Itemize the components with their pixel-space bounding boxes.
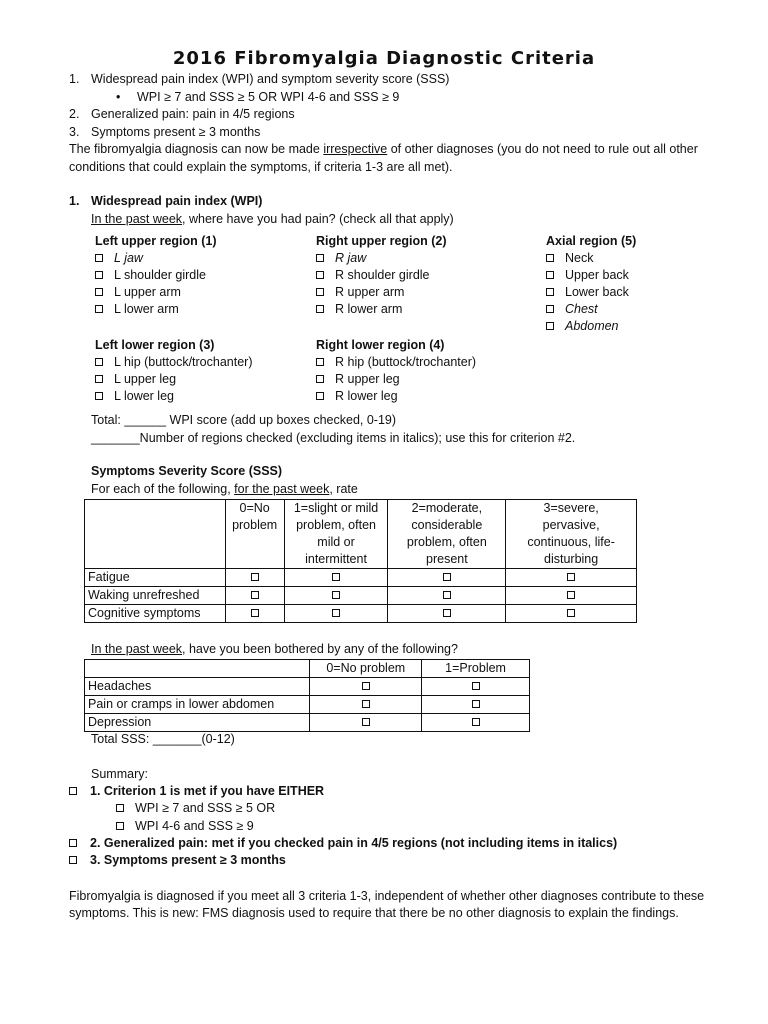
checkbox[interactable] [472, 682, 480, 690]
checkbox[interactable] [95, 375, 103, 383]
checkbox[interactable] [472, 718, 480, 726]
pain-item-label: R upper leg [335, 372, 400, 386]
rating-cell[interactable] [225, 587, 284, 605]
bother-col-header: 0=No problem [310, 660, 422, 678]
pain-item-label: R lower leg [335, 389, 398, 403]
rating-cell[interactable] [310, 678, 422, 696]
pain-item-label: R upper arm [335, 285, 405, 299]
header-line: 1=slight or mild [293, 501, 379, 515]
checkbox[interactable] [332, 573, 340, 581]
question-emphasis: In the past week [91, 642, 183, 656]
bullet-icon: • [116, 90, 121, 104]
bother-header-blank [85, 660, 310, 678]
sss-heading: Symptoms Severity Score (SSS) [91, 464, 283, 478]
intro-line-1 [69, 141, 698, 158]
checkbox[interactable] [95, 271, 103, 279]
rating-cell[interactable] [506, 605, 637, 623]
checkbox[interactable] [95, 254, 103, 262]
checkbox[interactable] [567, 591, 575, 599]
header-line: problem, often [406, 535, 487, 549]
sss-col-header [284, 500, 388, 569]
summary-text: 3. Symptoms present ≥ 3 months [90, 853, 286, 867]
region-left-lower [95, 337, 253, 405]
checkbox[interactable] [251, 609, 259, 617]
table-row [85, 569, 637, 587]
region-title: Left upper region (1) [95, 234, 217, 248]
pain-item[interactable] [546, 284, 636, 301]
pain-item-label: R lower arm [335, 302, 403, 316]
header-line: intermittent [305, 552, 367, 566]
region-right-lower [316, 337, 476, 405]
checkbox[interactable] [546, 271, 554, 279]
question-emphasis: In the past week [91, 212, 183, 226]
checkbox[interactable] [362, 682, 370, 690]
pain-item-label: L shoulder girdle [114, 268, 206, 282]
pain-item-label: R jaw [335, 251, 367, 265]
header-line: continuous, life- [527, 535, 615, 549]
sss-col-header [225, 500, 284, 569]
intro-text: of other diagnoses (you do not need to rule out all other [387, 142, 698, 156]
sss-header-row [85, 500, 637, 569]
rating-cell[interactable] [388, 569, 506, 587]
rating-cell[interactable] [284, 587, 388, 605]
summary-text: 2. Generalized pain: met if you checked pain in 4/5 regions (not including items in italics) [90, 836, 618, 850]
pain-item-label: L upper arm [114, 285, 181, 299]
page-title: 2016 Fibromyalgia Diagnostic Criteria [172, 48, 596, 69]
header-line: 2=moderate, [411, 501, 483, 515]
table-row [85, 714, 530, 732]
checkbox[interactable] [332, 591, 340, 599]
row-label: Cognitive symptoms [85, 605, 226, 623]
table-row [85, 696, 530, 714]
table-row [85, 587, 637, 605]
rating-cell[interactable] [388, 587, 506, 605]
sss-table [84, 499, 637, 623]
checkbox[interactable] [69, 787, 77, 795]
checkbox[interactable] [316, 288, 324, 296]
rating-cell[interactable] [388, 605, 506, 623]
row-label: Fatigue [85, 569, 226, 587]
row-label: Headaches [85, 678, 310, 696]
wpi-total-line: Total: ______ WPI score (add up boxes checked, 0-19) [91, 413, 397, 427]
criteria-bullet-text: WPI ≥ 7 and SSS ≥ 5 OR WPI 4-6 and SSS ≥ 9 [137, 90, 400, 104]
question-text: , have you been bothered by any of the following? [182, 642, 458, 656]
checkbox[interactable] [116, 804, 124, 812]
criteria-text: Widespread pain index (WPI) and symptom severity score (SSS) [91, 72, 450, 86]
checkbox[interactable] [69, 856, 77, 864]
checkbox[interactable] [332, 609, 340, 617]
pain-item[interactable] [316, 371, 476, 388]
sss-col-header [388, 500, 506, 569]
section-title: Widespread pain index (WPI) [91, 194, 263, 208]
wpi-question [91, 211, 454, 228]
region-left-upper [95, 233, 217, 318]
pain-item-label: L jaw [114, 251, 143, 265]
region-title: Left lower region (3) [95, 338, 215, 352]
region-axial [546, 233, 636, 335]
checkbox[interactable] [316, 305, 324, 313]
table-row [85, 605, 637, 623]
checkbox[interactable] [316, 375, 324, 383]
instruction-text: For each of the following, [91, 482, 235, 496]
criteria-number: 2. [69, 107, 80, 121]
summary-text: 1. Criterion 1 is met if you have EITHER [90, 784, 325, 798]
rating-cell[interactable] [225, 569, 284, 587]
sss-instruction [91, 481, 358, 498]
checkbox[interactable] [95, 358, 103, 366]
pain-item-label: R shoulder girdle [335, 268, 430, 282]
table-row [85, 678, 530, 696]
header-line: 0=No [239, 501, 270, 515]
rating-cell[interactable] [225, 605, 284, 623]
pain-item[interactable] [546, 301, 636, 318]
rating-cell[interactable] [506, 587, 637, 605]
summary-label: Summary: [91, 767, 148, 781]
summary-criterion-1a[interactable] [116, 800, 275, 817]
pain-item-label: L upper leg [114, 372, 177, 386]
checkbox[interactable] [251, 573, 259, 581]
region-title: Right upper region (2) [316, 234, 447, 248]
checkbox[interactable] [316, 358, 324, 366]
instruction-text: , rate [329, 482, 358, 496]
checkbox[interactable] [116, 822, 124, 830]
wpi-heading [69, 193, 263, 210]
pain-item[interactable] [95, 267, 217, 284]
checkbox[interactable] [251, 591, 259, 599]
summary-text: WPI ≥ 7 and SSS ≥ 5 OR [135, 801, 276, 815]
checkbox[interactable] [546, 305, 554, 313]
checkbox[interactable] [546, 322, 554, 330]
criteria-text: Symptoms present ≥ 3 months [91, 125, 261, 139]
summary-criterion-3[interactable] [69, 852, 286, 869]
row-label: Waking unrefreshed [85, 587, 226, 605]
wpi-regions-line: _______Number of regions checked (excluding items in italics); use this for criterion #2. [91, 431, 576, 445]
criteria-item-2 [69, 106, 295, 123]
pain-item[interactable] [95, 284, 217, 301]
bother-header-row [85, 660, 530, 678]
bother-col-header: 1=Problem [422, 660, 530, 678]
instruction-emphasis: for the past week [234, 482, 330, 496]
criteria-text: Generalized pain: pain in 4/5 regions [91, 107, 295, 121]
checkbox[interactable] [443, 591, 451, 599]
pain-item-label: L lower arm [114, 302, 179, 316]
checkbox[interactable] [362, 718, 370, 726]
header-line: disturbing [544, 552, 599, 566]
pain-item-label: Lower back [565, 285, 629, 299]
header-line: present [426, 552, 468, 566]
pain-item-label: R hip (buttock/trochanter) [335, 355, 477, 369]
checkbox[interactable] [69, 839, 77, 847]
checkbox[interactable] [316, 271, 324, 279]
criteria-item-3 [69, 124, 261, 141]
pain-item-label: Neck [565, 251, 594, 265]
header-line: mild or [317, 535, 355, 549]
pain-item[interactable] [546, 250, 636, 267]
rating-cell[interactable] [422, 696, 530, 714]
intro-line-2: conditions that could explain the symptoms, if criteria 1-3 are all met). [69, 160, 453, 174]
checkbox[interactable] [95, 392, 103, 400]
rating-cell[interactable] [422, 714, 530, 732]
sss-total-line: Total SSS: _______(0-12) [91, 732, 235, 746]
sss-col-header [506, 500, 637, 569]
region-title: Axial region (5) [546, 234, 637, 248]
criteria-number: 3. [69, 125, 80, 139]
region-right-upper [316, 233, 447, 318]
rating-cell[interactable] [310, 714, 422, 732]
pain-item[interactable] [95, 388, 253, 405]
checkbox[interactable] [567, 609, 575, 617]
rating-cell[interactable] [506, 569, 637, 587]
row-label: Depression [85, 714, 310, 732]
header-line: considerable [411, 518, 483, 532]
pain-item[interactable] [316, 301, 447, 318]
pain-item-label: Abdomen [565, 319, 619, 333]
bother-question [91, 641, 458, 658]
rating-cell[interactable] [422, 678, 530, 696]
pain-item[interactable] [316, 250, 447, 267]
rating-cell[interactable] [310, 696, 422, 714]
intro-text: The fibromyalgia diagnosis can now be made [69, 142, 324, 156]
rating-cell[interactable] [284, 569, 388, 587]
summary-criterion-2[interactable] [69, 835, 617, 852]
row-label: Pain or cramps in lower abdomen [85, 696, 310, 714]
pain-item-label: Chest [565, 302, 598, 316]
pain-item-label: Upper back [565, 268, 629, 282]
pain-item[interactable] [95, 301, 217, 318]
footer-line-1: Fibromyalgia is diagnosed if you meet all 3 criteria 1-3, independent of whether other diagnoses contribute to these [69, 889, 705, 903]
pain-item[interactable] [316, 354, 476, 371]
header-line: pervasive, [542, 518, 600, 532]
checkbox[interactable] [443, 609, 451, 617]
checkbox[interactable] [567, 573, 575, 581]
region-title: Right lower region (4) [316, 338, 445, 352]
summary-text: WPI 4-6 and SSS ≥ 9 [135, 819, 254, 833]
pain-item[interactable] [316, 388, 476, 405]
summary-criterion-1b[interactable] [116, 818, 254, 835]
footer-line-2: symptoms. This is new: FMS diagnosis used to require that there be no other diagnosis to explain the findings. [69, 906, 679, 920]
pain-item-label: L lower leg [114, 389, 174, 403]
pain-item[interactable] [95, 354, 253, 371]
checkbox[interactable] [546, 254, 554, 262]
rating-cell[interactable] [284, 605, 388, 623]
criteria-item-1 [69, 71, 450, 88]
sss-header-blank [85, 500, 226, 569]
bother-table [84, 659, 530, 732]
checkbox[interactable] [316, 392, 324, 400]
checkbox[interactable] [95, 305, 103, 313]
summary-criterion-1[interactable] [69, 783, 324, 800]
pain-item[interactable] [316, 267, 447, 284]
section-number: 1. [69, 194, 80, 208]
pain-item[interactable] [95, 250, 217, 267]
intro-emphasis: irrespective [323, 142, 388, 156]
pain-item[interactable] [95, 371, 253, 388]
checkbox[interactable] [472, 700, 480, 708]
question-text: , where have you had pain? (check all that apply) [182, 212, 454, 226]
header-line: problem, often [296, 518, 376, 532]
checkbox[interactable] [362, 700, 370, 708]
checkbox[interactable] [443, 573, 451, 581]
pain-item-label: L hip (buttock/trochanter) [114, 355, 253, 369]
pain-item[interactable] [316, 284, 447, 301]
checkbox[interactable] [546, 288, 554, 296]
pain-item[interactable] [546, 318, 636, 335]
checkbox[interactable] [316, 254, 324, 262]
header-line: problem [232, 518, 278, 532]
criteria-number: 1. [69, 72, 80, 86]
checkbox[interactable] [95, 288, 103, 296]
criteria-bullet [116, 89, 400, 106]
pain-item[interactable] [546, 267, 636, 284]
header-line: 3=severe, [543, 501, 599, 515]
